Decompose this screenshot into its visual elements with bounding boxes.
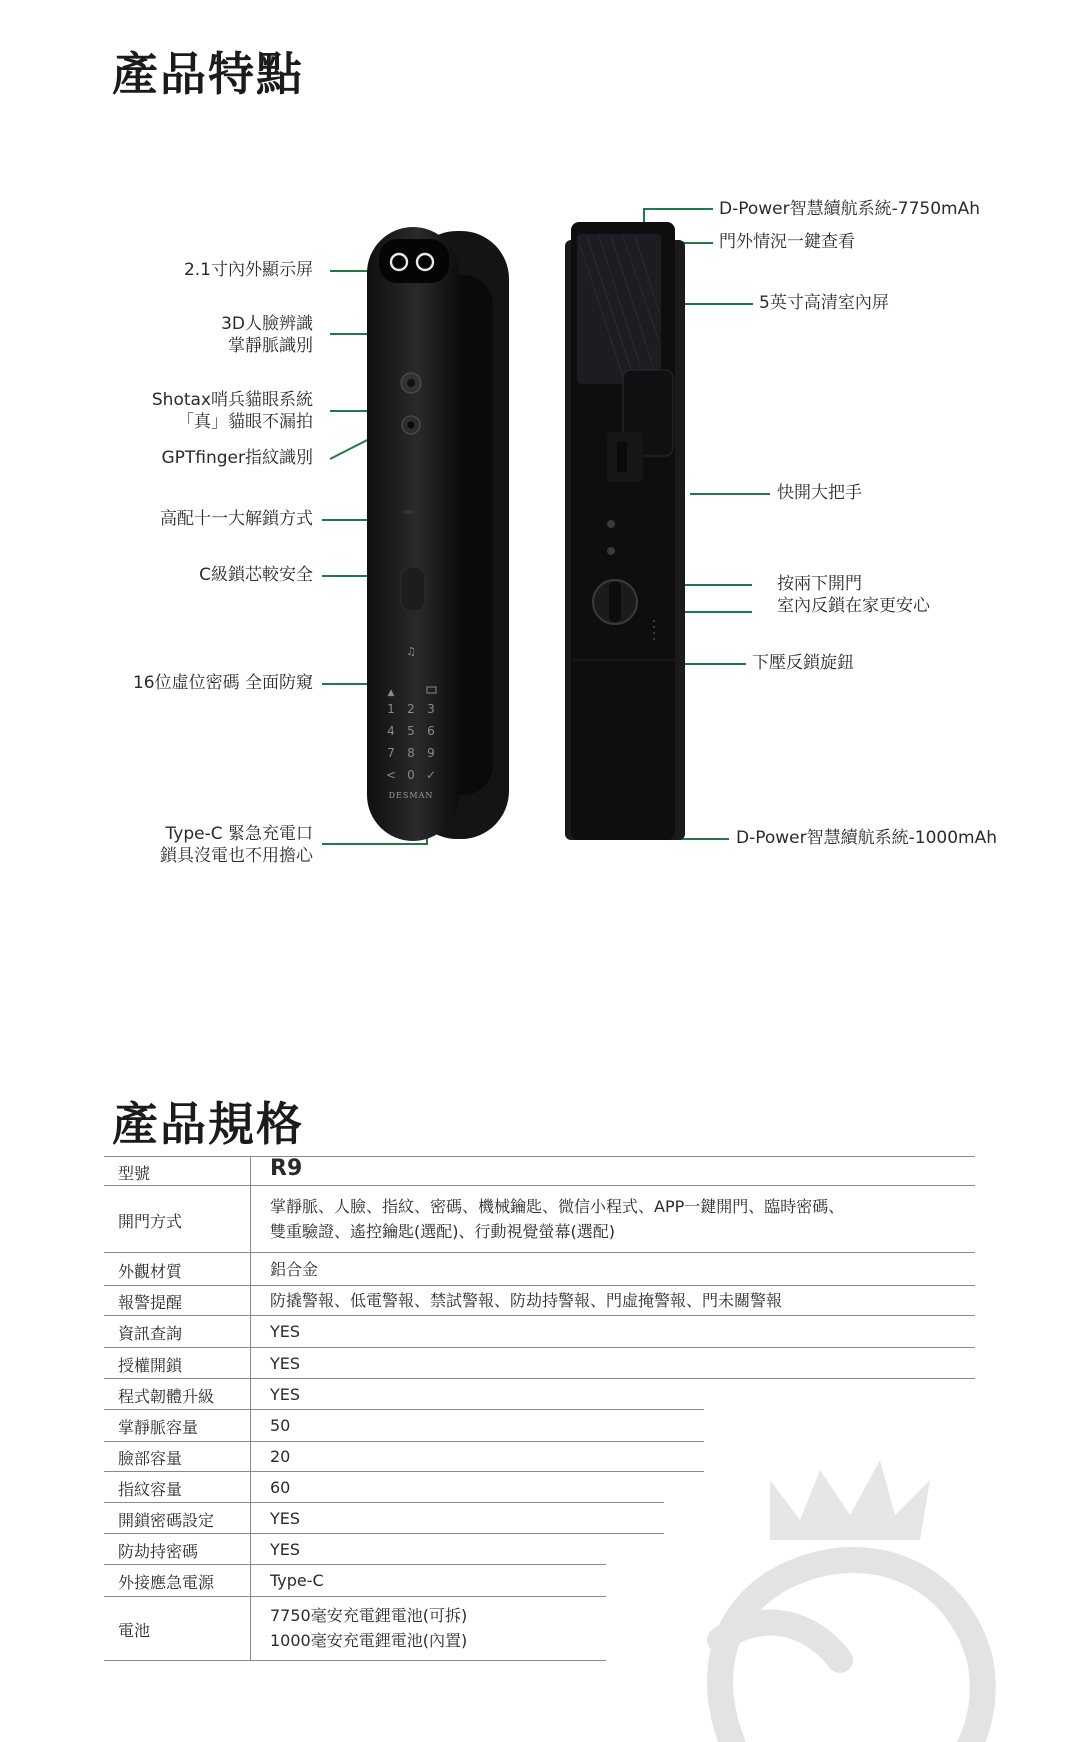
feature-double-press-label: 按兩下開門 室內反鎖在家更安心 [777, 574, 930, 616]
feature-battery-1000-label: D-Power智慧續航系統-1000mAh [736, 828, 997, 848]
fingerprint-sensor [403, 510, 413, 514]
spec-value: 鋁合金 [270, 1259, 319, 1279]
spec-row [104, 1409, 704, 1442]
spec-key: 開門方式 [118, 1211, 183, 1231]
features-title: 產品特點 [112, 47, 304, 101]
keypad-key: 8 [407, 746, 415, 760]
spec-key: 外接應急電源 [118, 1573, 215, 1592]
feature-fingerprint-label: GPTfinger指紋識別 [161, 448, 313, 468]
spec-row [104, 1252, 975, 1286]
feature-door-view-label: 門外情況一鍵查看 [719, 232, 855, 252]
spec-key: 報警提醒 [118, 1293, 183, 1312]
keypad-key: 7 [387, 746, 395, 760]
lock-front-illustration [365, 225, 515, 845]
keypad-key: 3 [427, 702, 435, 716]
feature-indoor-screen-label: 5英寸高清室內屏 [759, 293, 889, 313]
spec-value: 7750毫安充電鋰電池(可拆) 1000毫安充電鋰電池(內置) [270, 1606, 468, 1650]
spec-row [104, 1315, 975, 1348]
feature-display-label: 2.1寸內外顯示屏 [183, 260, 313, 280]
spec-key: 外觀材質 [118, 1261, 183, 1281]
spec-row [104, 1533, 664, 1565]
spec-row [104, 1347, 975, 1379]
spec-key: 型號 [118, 1163, 151, 1183]
spec-key: 指紋容量 [118, 1479, 183, 1499]
keypad-key: ✓ [425, 768, 437, 782]
keypad-key: 9 [427, 746, 435, 760]
spec-value: R9 [270, 1156, 303, 1181]
spec-row [104, 1502, 664, 1534]
spec-row [104, 1185, 975, 1253]
keypad-key: 1 [387, 702, 395, 716]
keypad-lock-icon: ▲ [387, 688, 395, 698]
spec-key: 防劫持密碼 [118, 1541, 199, 1561]
keypad-key: < [385, 768, 397, 782]
spec-key: 掌靜脈容量 [118, 1418, 199, 1437]
spec-row [104, 1564, 606, 1597]
spec-key: 授權開鎖 [118, 1355, 183, 1375]
keypad-key: 5 [407, 724, 415, 738]
spec-row [104, 1441, 704, 1472]
keypad-key: 6 [427, 724, 435, 738]
feature-handle-label: 快開大把手 [777, 483, 862, 503]
feature-lock-knob-label: 下壓反鎖旋鈕 [752, 653, 854, 673]
lock-core-cover [401, 567, 425, 611]
feature-unlock-methods-label: 高配十一大解鎖方式 [160, 509, 313, 529]
spec-value: YES [270, 1353, 301, 1373]
feature-peephole-label: Shotax哨兵貓眼系統 「真」貓眼不漏拍 [151, 390, 313, 432]
spec-value: YES [270, 1508, 301, 1528]
spec-value: 60 [270, 1477, 291, 1497]
feature-battery-7750-label: D-Power智慧續航系統-7750mAh [719, 199, 980, 219]
lion-watermark-logo [680, 1460, 1080, 1742]
lock-brand-text: DESMAN [388, 791, 434, 800]
spec-value: YES [270, 1539, 301, 1559]
spec-row [104, 1471, 704, 1503]
bell-icon: ♫ [406, 645, 416, 658]
feature-lock-core-label: C級鎖芯較安全 [199, 565, 313, 585]
spec-key: 電池 [118, 1621, 151, 1640]
spec-row [104, 1596, 606, 1661]
spec-row [104, 1285, 975, 1316]
spec-key: 臉部容量 [118, 1449, 183, 1468]
spec-row [104, 1378, 975, 1410]
keypad-key: 2 [407, 702, 415, 716]
lock-back-illustration [565, 222, 685, 844]
feature-face-palm-label: 3D人臉辨識 掌靜脈識別 [221, 314, 313, 356]
feature-password-label: 16位虛位密碼 全面防窺 [132, 673, 313, 693]
spec-value: 20 [270, 1447, 291, 1466]
spec-row [104, 1156, 975, 1186]
feature-typec-label: Type-C 緊急充電口 鎖具沒電也不用擔心 [160, 824, 313, 866]
spec-value: 防撬警報、低電警報、禁試警報、防劫持警報、門虛掩警報、門未關警報 [270, 1291, 783, 1310]
keypad-key: 0 [407, 768, 415, 782]
keypad-key: 4 [387, 724, 395, 738]
spec-value: 50 [270, 1416, 291, 1435]
spec-key: 開鎖密碼設定 [118, 1510, 215, 1530]
spec-key: 資訊查詢 [118, 1324, 183, 1343]
spec-key: 程式韌體升級 [118, 1386, 215, 1406]
spec-value: YES [270, 1322, 301, 1341]
spec-value: YES [270, 1384, 301, 1404]
spec-value: 掌靜脈、人臉、指紋、密碼、機械鑰匙、微信小程式、APP一鍵開門、臨時密碼、 雙重驗證、遙控鑰匙(選配)、行動視覺螢幕(選配) [270, 1196, 845, 1241]
spec-value: Type-C [270, 1571, 324, 1590]
specs-title: 產品規格 [112, 1097, 304, 1151]
